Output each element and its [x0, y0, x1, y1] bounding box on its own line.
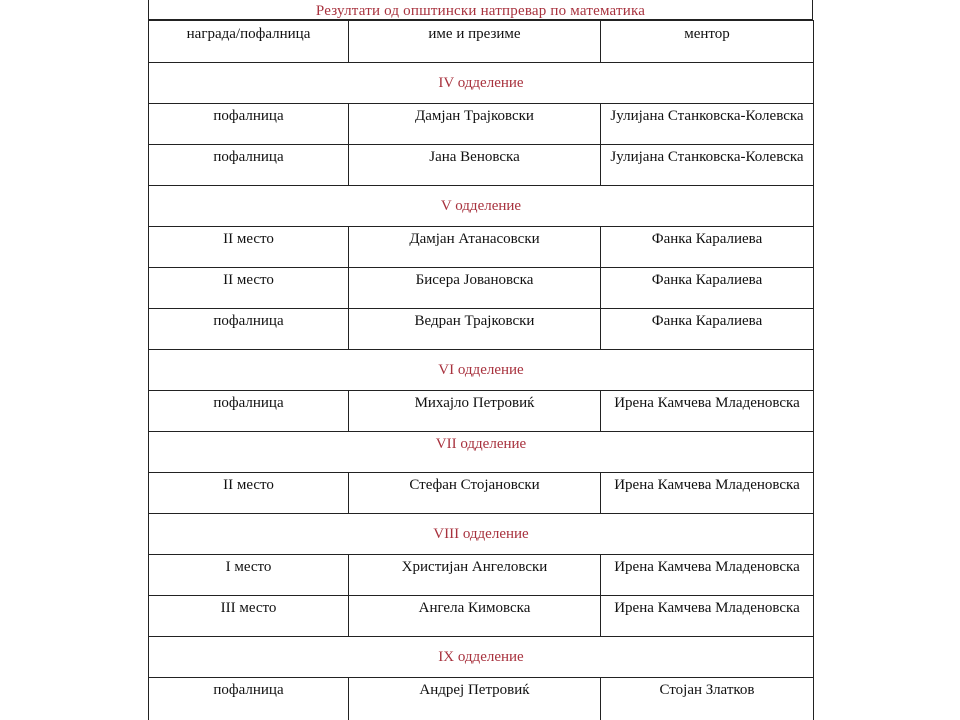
name-cell: Ведран Трајковски: [349, 309, 601, 350]
award-cell: пофалница: [149, 391, 349, 432]
name-cell: Ангела Кимовска: [349, 596, 601, 637]
name-cell: Бисера Јовановска: [349, 268, 601, 309]
grade-label: IX одделение: [149, 637, 814, 678]
table-row: [149, 145, 814, 186]
name-cell: Дамјан Трајковски: [349, 104, 601, 145]
grade-row: [149, 350, 814, 391]
results-table: [148, 20, 814, 720]
table-row: [149, 268, 814, 309]
header-name: име и презиме: [349, 21, 601, 63]
award-cell: I место: [149, 555, 349, 596]
award-cell: III место: [149, 596, 349, 637]
mentor-cell: Ирена Камчева Младеновска: [601, 391, 814, 432]
mentor-cell: Јулијана Станковска-Колевска: [601, 104, 814, 145]
grade-label: VIII одделение: [149, 514, 814, 555]
table-row: [149, 678, 814, 720]
grade-row: [149, 186, 814, 227]
mentor-cell: Фанка Каралиева: [601, 227, 814, 268]
award-cell: II место: [149, 473, 349, 514]
award-cell: пофалница: [149, 678, 349, 720]
header-award: награда/пофалница: [149, 21, 349, 63]
award-cell: пофалница: [149, 104, 349, 145]
grade-row: [149, 432, 814, 473]
name-cell: Христијан Ангеловски: [349, 555, 601, 596]
table-row: [149, 555, 814, 596]
table-row: [149, 104, 814, 145]
grade-row: [149, 514, 814, 555]
award-cell: пофалница: [149, 309, 349, 350]
results-document: [148, 0, 814, 720]
award-cell: пофалница: [149, 145, 349, 186]
name-cell: Михајло Петровиќ: [349, 391, 601, 432]
mentor-cell: Ирена Камчева Младеновска: [601, 596, 814, 637]
table-row: [149, 596, 814, 637]
table-row: [149, 227, 814, 268]
mentor-cell: Ирена Камчева Младеновска: [601, 555, 814, 596]
table-row: [149, 309, 814, 350]
mentor-cell: Фанка Каралиева: [601, 268, 814, 309]
name-cell: Андреј Петровиќ: [349, 678, 601, 720]
award-cell: II место: [149, 268, 349, 309]
mentor-cell: Фанка Каралиева: [601, 309, 814, 350]
grade-row: [149, 637, 814, 678]
award-cell: II место: [149, 227, 349, 268]
table-row: [149, 473, 814, 514]
mentor-cell: Стојан Златков: [601, 678, 814, 720]
grade-label: V одделение: [149, 186, 814, 227]
header-row: [149, 21, 814, 63]
header-mentor: ментор: [601, 21, 814, 63]
grade-row: [149, 63, 814, 104]
name-cell: Дамјан Атанасовски: [349, 227, 601, 268]
mentor-cell: Јулијана Станковска-Колевска: [601, 145, 814, 186]
results-table-body: [149, 21, 814, 720]
grade-label: IV одделение: [149, 63, 814, 104]
name-cell: Јана Веновска: [349, 145, 601, 186]
mentor-cell: Ирена Камчева Младеновска: [601, 473, 814, 514]
table-row: [149, 391, 814, 432]
grade-label: VI одделение: [149, 350, 814, 391]
document-title: Резултати од општински натпревар по математика: [148, 0, 813, 20]
name-cell: Стефан Стојановски: [349, 473, 601, 514]
grade-label: VII одделение: [149, 432, 814, 473]
